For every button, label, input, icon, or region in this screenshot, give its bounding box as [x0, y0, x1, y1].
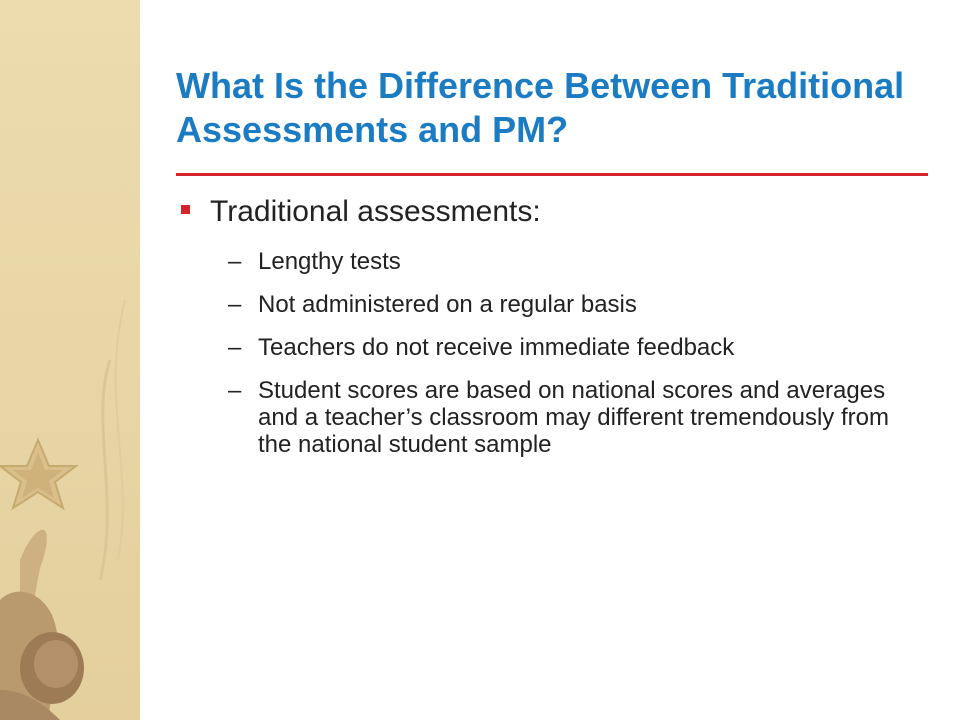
sidebar-artwork: [0, 0, 140, 720]
star-icon: [0, 440, 76, 508]
sub-bullet-text: Student scores are based on national scores and averages and a teacher’s classroom may different tremendously from the national student sample: [258, 377, 889, 458]
sub-bullet-text: Not administered on a regular basis: [258, 291, 637, 318]
dash-marker: –: [228, 377, 242, 404]
title-divider: [176, 173, 928, 176]
sub-bullet-item: [176, 334, 916, 361]
bullet-text: Traditional assessments:: [210, 195, 541, 228]
slide-title: What Is the Difference Between Traditional Assessments and PM?: [176, 65, 905, 150]
sub-bullet-item: [176, 377, 916, 458]
sub-bullet-text: Teachers do not receive immediate feedback: [258, 334, 735, 361]
sub-bullet-item: [176, 291, 916, 318]
sub-bullet-text: Lengthy tests: [258, 248, 401, 275]
square-bullet-icon: [181, 205, 190, 214]
decorative-sidebar: [0, 0, 140, 720]
bullet-item: [176, 192, 916, 232]
dash-marker: –: [228, 248, 242, 275]
dash-marker: –: [228, 291, 242, 318]
sub-bullet-item: [176, 248, 916, 275]
bullet-list: [176, 192, 916, 458]
dash-marker: –: [228, 334, 242, 361]
child-figure-illustration: [0, 530, 84, 720]
